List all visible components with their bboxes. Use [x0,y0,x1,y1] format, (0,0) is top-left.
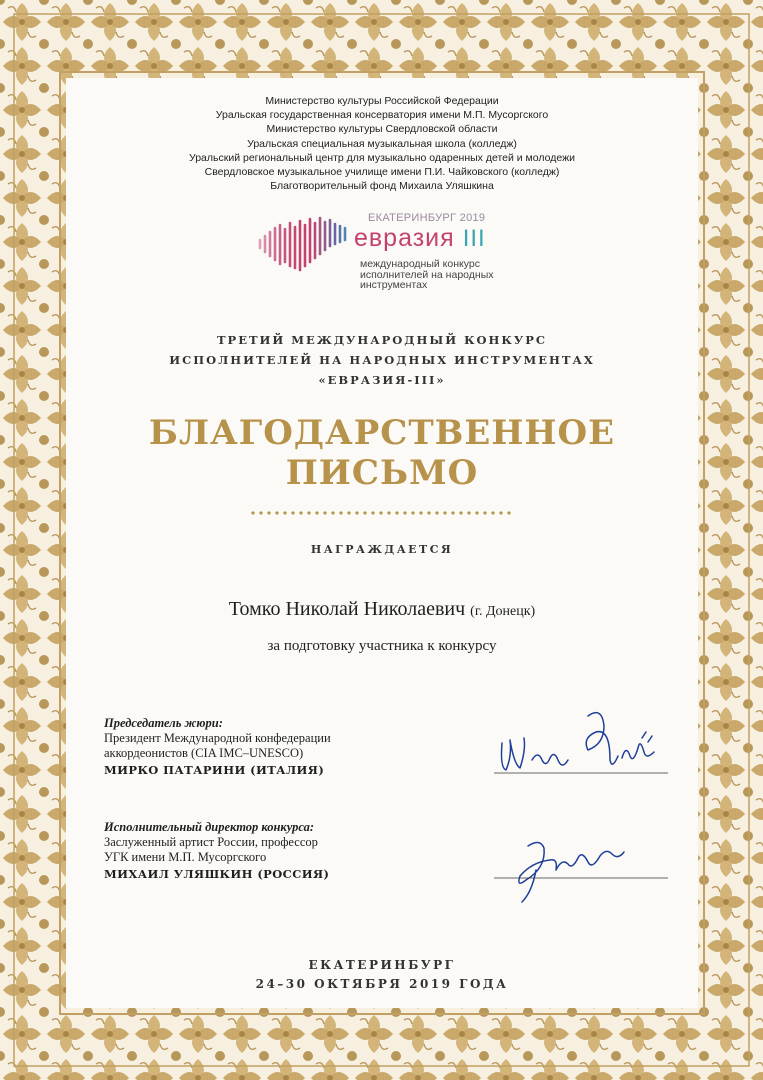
logo-city-year: ЕКАТЕРИНБУРГ 2019 [368,212,486,224]
title-line: ПИСЬМО [285,453,479,493]
organizer-line: Уральская государственная консерватория имени М.П. Мусоргского [215,109,549,122]
organizer-line: Министерство культуры Российской Федерации [265,95,499,107]
logo-subtitle-line: исполнителей на народных [360,268,494,281]
jury-chair-position: аккордеонистов (CIA IMC–UNESCO) [104,746,304,760]
dotted-divider [250,510,514,516]
competition-line: «ЕВРАЗИЯ-III» [318,373,446,387]
logo-subtitle [360,259,494,291]
jury-chair-position: Президент Международной конфедерации [104,731,331,745]
document-title [66,413,698,493]
jury-chair-heading: Председатель жюри: [104,716,223,730]
logo-name-text: евразия [354,224,455,252]
logo-roman-numeral: III [462,225,486,252]
organizer-line: Уральский региональный центр для музыкально одаренных детей и молодежи [189,151,575,164]
footer-city: ЕКАТЕРИНБУРГ [308,958,456,972]
recipient-name: Томко Николай Николаевич [228,598,466,620]
competition-title [66,330,698,390]
title-line: БЛАГОДАРСТВЕННОЕ [148,413,616,453]
organizer-line: Свердловское музыкальное училище имени П.И. Чайковского (колледж) [204,166,560,179]
competition-line: ИСПОЛНИТЕЛЕЙ НА НАРОДНЫХ ИНСТРУМЕНТАХ [169,353,595,367]
eurasia-logo [256,210,536,300]
award-reason: за подготовку участника к конкурсу [267,638,497,654]
director-heading: Исполнительный директор конкурса: [104,820,315,834]
sound-wave-icon [256,216,356,272]
organizer-line: Благотворительный фонд Михаила Уляшкина [270,180,494,193]
recipient [66,598,698,621]
organizers-list [66,94,698,193]
certificate-body [66,78,698,1008]
organizer-line: Уральская специальная музыкальная школа (колледж) [247,137,517,150]
footer-dates: 24–30 ОКТЯБРЯ 2019 ГОДА [255,977,509,991]
recipient-city: (г. Донецк) [470,604,536,619]
competition-line: ТРЕТИЙ МЕЖДУНАРОДНЫЙ КОНКУРС [216,333,548,347]
awarded-label: НАГРАЖДАЕТСЯ [310,543,454,556]
logo-subtitle-line: международный конкурс [360,258,480,270]
jury-chair-signature [492,698,672,783]
director-position: УГК имени М.П. Мусоргского [104,850,267,864]
jury-chair-block [104,716,331,778]
director-signature [492,818,672,908]
executive-director-block [104,820,329,882]
director-position: Заслуженный артист России, профессор [104,835,318,849]
director-name: МИХАИЛ УЛЯШКИН (РОССИЯ) [104,867,330,881]
logo-name [354,224,486,253]
logo-subtitle-line: инструментах [360,279,428,291]
organizer-line: Министерство культуры Свердловской области [266,123,498,136]
footer [66,956,698,994]
jury-chair-name: МИРКО ПАТАРИНИ (ИТАЛИЯ) [104,763,325,777]
